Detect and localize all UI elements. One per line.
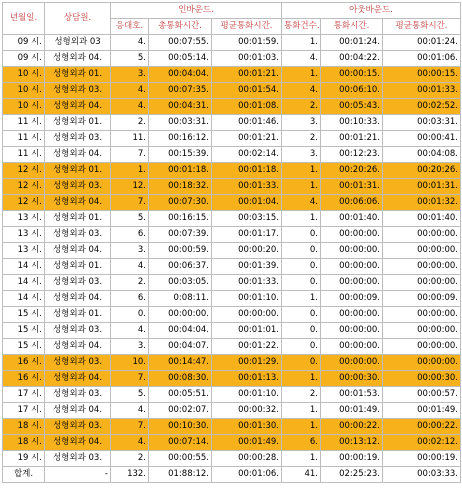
table-body (3, 35, 461, 467)
total-in-total: 01:88:12. (149, 467, 212, 483)
cell-out-count: 1. (282, 211, 321, 227)
cell-in-total: 00:07:35. (149, 83, 212, 99)
cell-in-total: 00:05:51. (149, 387, 212, 403)
cell-out-count: 0. (282, 307, 321, 323)
table-row[interactable] (3, 403, 461, 419)
cell-in-total: 00:00:55. (149, 451, 212, 467)
table-footer (3, 467, 461, 483)
cell-time: 18 시. (3, 435, 45, 451)
cell-in-count: 2. (111, 115, 149, 131)
cell-out-count: 3. (282, 147, 321, 163)
cell-in-total: 00:18:32. (149, 179, 212, 195)
total-out-avg: 00:03:33. (383, 467, 461, 483)
cell-time: 17 시. (3, 387, 45, 403)
cell-dept: 성형외과 04. (45, 435, 111, 451)
cell-out-avg: 00:00:00. (383, 307, 461, 323)
header-in-total[interactable]: 총통화시간. (149, 19, 212, 35)
table-row[interactable] (3, 291, 461, 307)
cell-time: 15 시. (3, 307, 45, 323)
cell-in-avg: 00:01:13. (212, 371, 282, 387)
cell-in-total: 0:08:11. (149, 291, 212, 307)
cell-in-avg: 00:01:18. (212, 163, 282, 179)
cell-out-avg: 00:00:00. (383, 355, 461, 371)
header-in-count[interactable]: 응대호. (111, 19, 149, 35)
cell-time: 12 시. (3, 195, 45, 211)
table-row[interactable] (3, 195, 461, 211)
cell-in-avg: 00:01:08. (212, 99, 282, 115)
cell-time: 15 시. (3, 339, 45, 355)
cell-in-avg: 00:01:22. (212, 339, 282, 355)
cell-out-total: 00:00:00. (321, 307, 383, 323)
table-row[interactable] (3, 115, 461, 131)
cell-out-total: 00:01:40. (321, 211, 383, 227)
cell-out-count: 2. (282, 99, 321, 115)
table-row[interactable] (3, 323, 461, 339)
cell-out-count: 1. (282, 403, 321, 419)
cell-out-total: 00:06:06. (321, 195, 383, 211)
cell-time: 12 시. (3, 163, 45, 179)
cell-out-avg: 00:02:52. (383, 99, 461, 115)
cell-in-avg: 00:01:29. (212, 355, 282, 371)
cell-out-total: 00:00:00. (321, 259, 383, 275)
cell-dept: 성형외과 04. (45, 371, 111, 387)
cell-in-avg: 00:01:21. (212, 67, 282, 83)
cell-out-total: 00:04:22. (321, 51, 383, 67)
cell-out-total: 00:00:00. (321, 323, 383, 339)
cell-out-count: 1. (282, 163, 321, 179)
cell-out-avg: 00:01:32. (383, 195, 461, 211)
cell-in-total: 00:07:39. (149, 227, 212, 243)
cell-in-count: 2. (111, 451, 149, 467)
cell-in-total: 00:07:30. (149, 195, 212, 211)
cell-out-total: 00:01:49. (321, 403, 383, 419)
cell-dept: 성형외과 03. (45, 419, 111, 435)
cell-in-total: 00:07:55. (149, 35, 212, 51)
table-row[interactable] (3, 355, 461, 371)
cell-dept: 성형외과 03. (45, 131, 111, 147)
table-row[interactable] (3, 147, 461, 163)
cell-in-total: 00:04:04. (149, 67, 212, 83)
cell-in-count: 4. (111, 323, 149, 339)
cell-in-avg: 00:01:10. (212, 291, 282, 307)
cell-dept: 성형외과 04. (45, 403, 111, 419)
cell-in-avg: 00:01:01. (212, 323, 282, 339)
table-row[interactable] (3, 339, 461, 355)
header-out-total[interactable]: 통화시간. (321, 19, 383, 35)
cell-out-count: 4. (282, 83, 321, 99)
cell-dept: 성형외과 01. (45, 163, 111, 179)
cell-in-total: 00:04:07. (149, 339, 212, 355)
cell-out-total: 00:10:33. (321, 115, 383, 131)
cell-dept: 성형외과 01. (45, 115, 111, 131)
cell-in-avg: 00:03:15. (212, 211, 282, 227)
cell-dept: 성형외과 04. (45, 147, 111, 163)
cell-in-count: 1. (111, 163, 149, 179)
cell-out-count: 4. (282, 195, 321, 211)
cell-time: 15 시. (3, 323, 45, 339)
cell-dept: 성형외과 04. (45, 195, 111, 211)
cell-dept: 성형외과 03. (45, 179, 111, 195)
total-row (3, 467, 461, 483)
cell-in-count: 3. (111, 339, 149, 355)
cell-time: 09 시. (3, 51, 45, 67)
table-row[interactable] (3, 35, 461, 51)
cell-out-count: 1. (282, 451, 321, 467)
total-out-count: 41. (282, 467, 321, 483)
cell-in-total: 00:07:14. (149, 435, 212, 451)
cell-in-count: 2. (111, 275, 149, 291)
cell-out-avg: 00:01:06. (383, 51, 461, 67)
header-time[interactable]: 년월일. (3, 3, 45, 35)
cell-in-avg: 00:01:54. (212, 83, 282, 99)
cell-in-count: 6. (111, 291, 149, 307)
cell-out-total: 00:01:21. (321, 131, 383, 147)
table-row[interactable] (3, 371, 461, 387)
cell-dept: 성형외과 01. (45, 259, 111, 275)
cell-time: 10 시. (3, 83, 45, 99)
total-in-avg: 00:01:06. (212, 467, 282, 483)
cell-out-count: 0. (282, 227, 321, 243)
cell-in-avg: 00:01:10. (212, 387, 282, 403)
table-row[interactable] (3, 51, 461, 67)
cell-time: 14 시. (3, 291, 45, 307)
header-out-count[interactable]: 통화건수. (282, 19, 321, 35)
cell-out-avg: 00:00:00. (383, 275, 461, 291)
cell-out-count: 1. (282, 419, 321, 435)
cell-in-total: 00:00:59. (149, 243, 212, 259)
cell-dept: 성형외과 01. (45, 67, 111, 83)
cell-out-count: 3. (282, 115, 321, 131)
cell-dept: 성형외과 03. (45, 227, 111, 243)
cell-in-count: 4. (111, 259, 149, 275)
cell-time: 14 시. (3, 275, 45, 291)
cell-in-count: 7. (111, 195, 149, 211)
cell-in-total: 00:10:30. (149, 419, 212, 435)
table-row[interactable] (3, 211, 461, 227)
table-row[interactable] (3, 67, 461, 83)
cell-out-avg: 00:00:00. (383, 227, 461, 243)
cell-dept: 성형외과 03. (45, 387, 111, 403)
table-row[interactable] (3, 163, 461, 179)
cell-dept: 성형외과 03. (45, 323, 111, 339)
cell-dept: 성형외과 04. (45, 291, 111, 307)
cell-out-avg: 00:20:26. (383, 163, 461, 179)
header-in-avg[interactable]: 평균통화시간. (212, 19, 282, 35)
cell-in-total: 00:03:05. (149, 275, 212, 291)
cell-in-count: 4. (111, 99, 149, 115)
cell-in-count: 5. (111, 387, 149, 403)
cell-out-avg: 00:02:12. (383, 435, 461, 451)
cell-dept: 성형외과 01. (45, 211, 111, 227)
cell-in-count: 3. (111, 67, 149, 83)
cell-time: 12 시. (3, 179, 45, 195)
cell-in-avg: 00:01:49. (212, 435, 282, 451)
cell-out-avg: 00:03:31. (383, 115, 461, 131)
table-row[interactable] (3, 179, 461, 195)
cell-in-count: 3. (111, 243, 149, 259)
cell-in-total: 00:04:04. (149, 323, 212, 339)
cell-in-avg: 00:01:59. (212, 35, 282, 51)
cell-out-total: 00:00:19. (321, 451, 383, 467)
cell-out-avg: 00:00:22. (383, 419, 461, 435)
cell-out-avg: 00:00:19. (383, 451, 461, 467)
cell-out-avg: 00:00:00. (383, 243, 461, 259)
cell-out-count: 1. (282, 67, 321, 83)
cell-in-total: 00:16:12. (149, 131, 212, 147)
cell-time: 13 시. (3, 211, 45, 227)
cell-in-count: 4. (111, 83, 149, 99)
cell-out-total: 00:13:12. (321, 435, 383, 451)
cell-in-count: 6. (111, 227, 149, 243)
cell-in-count: 4. (111, 35, 149, 51)
table-row[interactable] (3, 387, 461, 403)
header-group-inbound: 인바운드. (111, 3, 282, 19)
table-row[interactable] (3, 275, 461, 291)
cell-in-count: 7. (111, 419, 149, 435)
table-row[interactable] (3, 227, 461, 243)
cell-time: 11 시. (3, 131, 45, 147)
cell-out-total: 00:00:00. (321, 243, 383, 259)
cell-in-total: 00:15:39. (149, 147, 212, 163)
cell-out-avg: 00:00:57. (383, 387, 461, 403)
header-row-groups (3, 3, 461, 19)
total-out-total: 02:25:23. (321, 467, 383, 483)
cell-out-avg: 00:04:08. (383, 147, 461, 163)
cell-dept: 성형외과 04. (45, 99, 111, 115)
total-dept: - (45, 467, 111, 483)
call-stats-table (2, 2, 461, 483)
cell-in-total: 00:14:47. (149, 355, 212, 371)
cell-in-avg: 00:01:21. (212, 131, 282, 147)
table-header (3, 3, 461, 35)
cell-out-avg: 00:00:41. (383, 131, 461, 147)
cell-in-avg: 00:01:17. (212, 227, 282, 243)
cell-time: 10 시. (3, 67, 45, 83)
cell-out-total: 00:01:53. (321, 387, 383, 403)
cell-out-count: 1. (282, 291, 321, 307)
table-row[interactable] (3, 131, 461, 147)
header-dept[interactable]: 상담원. (45, 3, 111, 35)
cell-out-count: 0. (282, 355, 321, 371)
cell-time: 17 시. (3, 403, 45, 419)
cell-out-total: 00:00:00. (321, 227, 383, 243)
cell-out-total: 00:00:09. (321, 291, 383, 307)
cell-out-total: 00:01:31. (321, 179, 383, 195)
cell-time: 18 시. (3, 419, 45, 435)
table-row[interactable] (3, 83, 461, 99)
cell-in-avg: 00:01:46. (212, 115, 282, 131)
header-group-outbound: 아웃바운드. (282, 3, 461, 19)
cell-out-total: 00:00:15. (321, 67, 383, 83)
cell-out-count: 0. (282, 323, 321, 339)
cell-time: 11 시. (3, 115, 45, 131)
cell-out-count: 2. (282, 387, 321, 403)
cell-in-avg: 00:01:33. (212, 275, 282, 291)
cell-out-total: 00:20:26. (321, 163, 383, 179)
cell-out-count: 4. (282, 51, 321, 67)
cell-out-avg: 00:01:24. (383, 35, 461, 51)
cell-in-avg: 00:01:04. (212, 195, 282, 211)
cell-in-avg: 00:01:39. (212, 259, 282, 275)
cell-out-total: 00:00:00. (321, 355, 383, 371)
cell-in-avg: 00:01:03. (212, 51, 282, 67)
header-out-avg[interactable]: 평균통화시간. (383, 19, 461, 35)
cell-time: 11 시. (3, 147, 45, 163)
cell-out-count: 0. (282, 243, 321, 259)
table-row[interactable] (3, 243, 461, 259)
cell-out-avg: 00:00:00. (383, 323, 461, 339)
cell-dept: 성형외과 03 (45, 35, 111, 51)
cell-in-total: 00:00:00. (149, 307, 212, 323)
cell-out-avg: 00:01:31. (383, 179, 461, 195)
cell-out-count: 1. (282, 371, 321, 387)
cell-in-avg: 00:01:30. (212, 419, 282, 435)
cell-in-total: 00:16:15. (149, 211, 212, 227)
table-row[interactable] (3, 307, 461, 323)
cell-in-total: 00:04:31. (149, 99, 212, 115)
cell-in-avg: 00:00:20. (212, 243, 282, 259)
cell-out-avg: 00:00:30. (383, 371, 461, 387)
cell-out-count: 0. (282, 259, 321, 275)
cell-in-total: 00:05:14. (149, 51, 212, 67)
cell-in-total: 00:06:37. (149, 259, 212, 275)
cell-out-total: 00:12:23. (321, 147, 383, 163)
cell-out-total: 00:00:30. (321, 371, 383, 387)
cell-in-avg: 00:00:00. (212, 307, 282, 323)
cell-in-count: 12. (111, 179, 149, 195)
cell-out-total: 00:05:43. (321, 99, 383, 115)
cell-out-avg: 00:00:00. (383, 259, 461, 275)
table-row[interactable] (3, 419, 461, 435)
total-in-count: 132. (111, 467, 149, 483)
cell-dept: 성형외과 04. (45, 243, 111, 259)
cell-in-total: 00:02:07. (149, 403, 212, 419)
cell-out-count: 2. (282, 131, 321, 147)
cell-dept: 성형외과 03. (45, 83, 111, 99)
cell-out-total: 00:00:00. (321, 339, 383, 355)
cell-in-total: 00:03:31. (149, 115, 212, 131)
cell-time: 16 시. (3, 371, 45, 387)
cell-time: 16 시. (3, 355, 45, 371)
cell-out-count: 0. (282, 339, 321, 355)
cell-out-total: 00:06:10. (321, 83, 383, 99)
cell-dept: 성형외과 01. (45, 307, 111, 323)
cell-in-total: 00:01:18. (149, 163, 212, 179)
cell-out-total: 00:00:00. (321, 275, 383, 291)
cell-in-count: 0. (111, 307, 149, 323)
cell-out-total: 00:01:24. (321, 35, 383, 51)
cell-in-count: 7. (111, 147, 149, 163)
cell-in-count: 4. (111, 435, 149, 451)
cell-out-avg: 00:01:33. (383, 83, 461, 99)
cell-in-avg: 00:00:32. (212, 403, 282, 419)
cell-time: 09 시. (3, 35, 45, 51)
cell-dept: 성형외과 04. (45, 339, 111, 355)
cell-in-total: 00:08:30. (149, 371, 212, 387)
cell-in-count: 4. (111, 403, 149, 419)
cell-time: 13 시. (3, 227, 45, 243)
cell-dept: 성형외과 03. (45, 275, 111, 291)
table-row[interactable] (3, 451, 461, 467)
cell-in-count: 7. (111, 371, 149, 387)
total-label: 합계. (3, 467, 45, 483)
cell-out-count: 1. (282, 35, 321, 51)
cell-out-avg: 00:00:15. (383, 67, 461, 83)
cell-out-avg: 00:00:09. (383, 291, 461, 307)
cell-in-count: 11. (111, 131, 149, 147)
cell-time: 10 시. (3, 99, 45, 115)
table-row[interactable] (3, 99, 461, 115)
cell-dept: 성형외과 03. (45, 355, 111, 371)
cell-out-avg: 00:01:49. (383, 403, 461, 419)
cell-out-total: 00:00:22. (321, 419, 383, 435)
cell-out-avg: 00:01:40. (383, 211, 461, 227)
cell-time: 14 시. (3, 259, 45, 275)
cell-in-avg: 00:00:28. (212, 451, 282, 467)
cell-out-count: 6. (282, 435, 321, 451)
cell-out-avg: 00:00:00. (383, 339, 461, 355)
cell-in-count: 5. (111, 211, 149, 227)
table-row[interactable] (3, 259, 461, 275)
cell-dept: 성형외과 03. (45, 451, 111, 467)
cell-in-count: 5. (111, 51, 149, 67)
table-row[interactable] (3, 435, 461, 451)
cell-in-avg: 00:01:33. (212, 179, 282, 195)
cell-time: 19 시. (3, 451, 45, 467)
cell-time: 13 시. (3, 243, 45, 259)
cell-dept: 성형외과 04. (45, 51, 111, 67)
cell-out-count: 0. (282, 275, 321, 291)
cell-out-count: 1. (282, 179, 321, 195)
cell-in-count: 10. (111, 355, 149, 371)
cell-in-avg: 00:02:14. (212, 147, 282, 163)
